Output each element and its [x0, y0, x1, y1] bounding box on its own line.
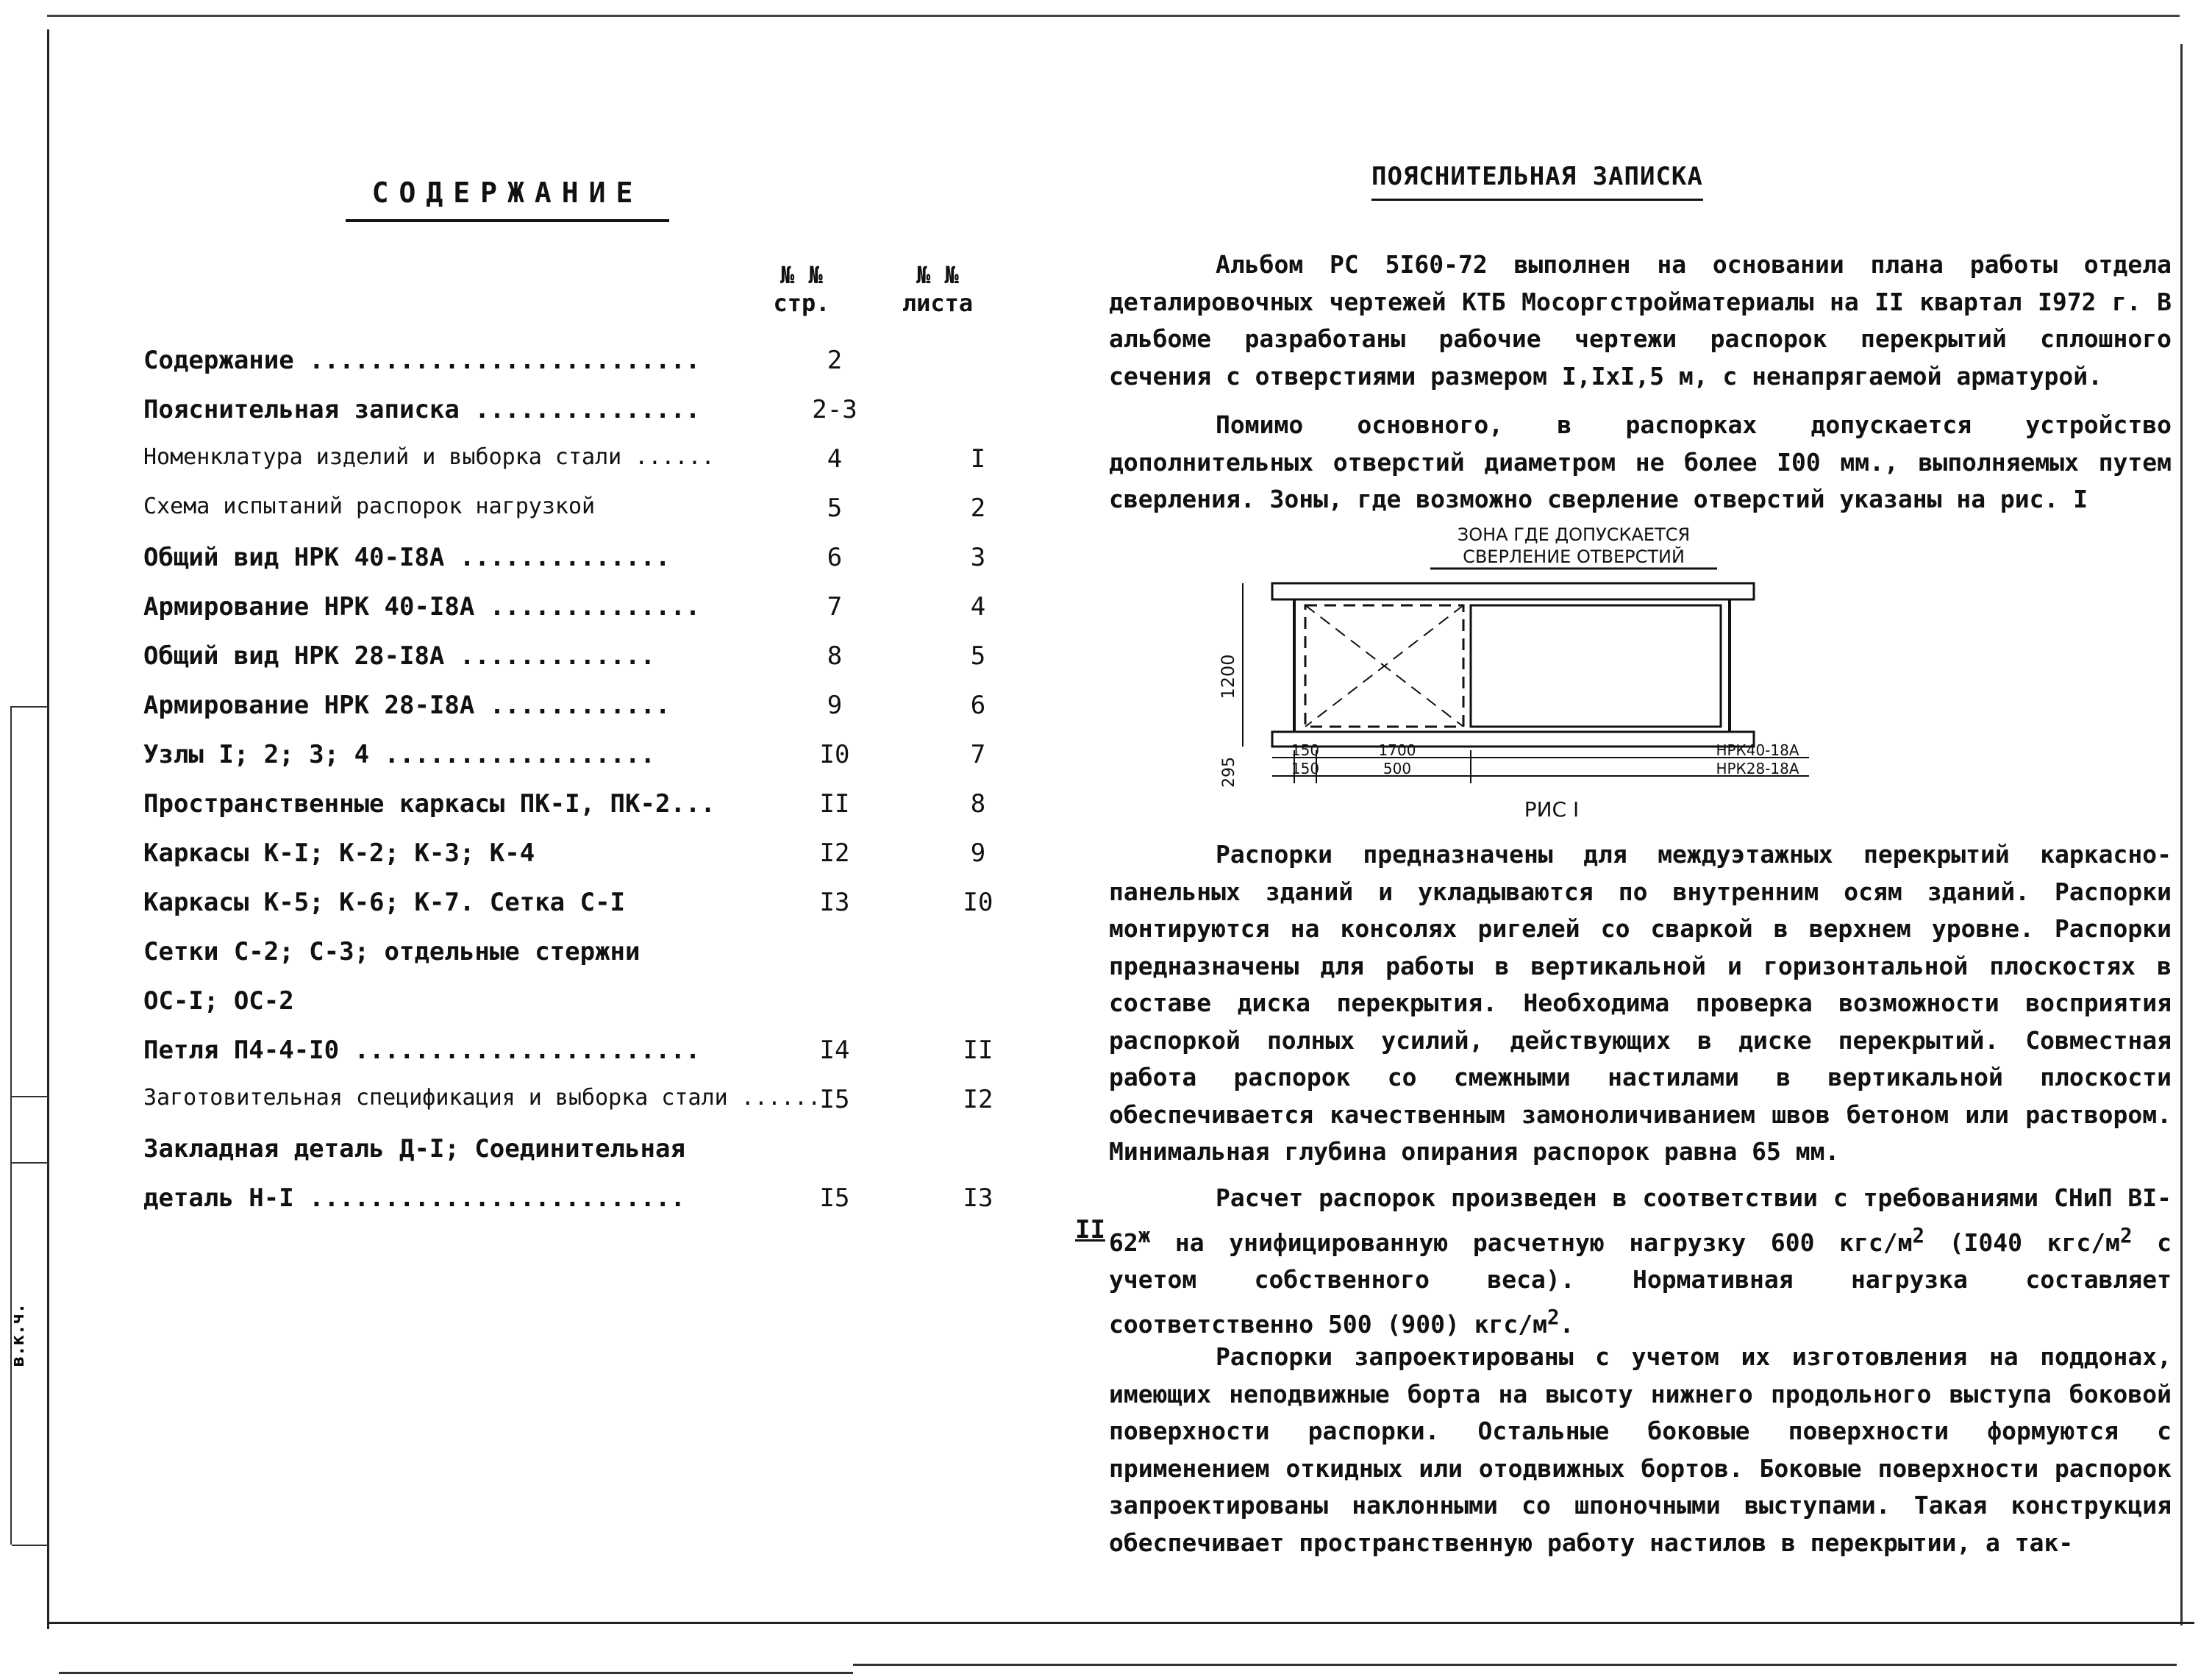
svg-text:в.к.ч.: в.к.ч.: [7, 1303, 28, 1367]
toc-row: [143, 789, 1026, 824]
figure-caption: РИС I: [1524, 797, 1580, 822]
toc-title: СОДЕРЖАНИЕ: [346, 177, 669, 222]
figure-dim: 150: [1291, 760, 1320, 777]
toc-item-sheet: 6: [970, 691, 986, 720]
toc-item-pages: 7: [827, 592, 843, 621]
toc-item-sheet: I: [970, 444, 986, 474]
toc-item-title: Общий вид НРК 40-I8А ..............: [143, 543, 671, 572]
toc-row: [143, 740, 1026, 775]
toc-item-pages: 9: [827, 691, 843, 720]
toc-item-pages: I3: [819, 888, 850, 917]
toc-item-title: Армирование НРК 28-I8А ............: [143, 691, 671, 720]
toc-item-sheet: I3: [963, 1183, 993, 1213]
toc-item-sheet: 9: [970, 838, 986, 868]
note-title: ПОЯСНИТЕЛЬНАЯ ЗАПИСКА: [1371, 162, 1703, 201]
toc-row: [143, 838, 1026, 874]
figure-dim: 150: [1291, 741, 1320, 759]
toc-row: [143, 444, 1026, 480]
toc-item-sheet: II: [963, 1036, 993, 1065]
side-stamp-strip: [10, 706, 49, 1545]
toc-item-title: Содержание ..........................: [143, 346, 701, 375]
figure-dim-bottom: 295: [1220, 757, 1238, 788]
toc-item-title: Каркасы К-I; К-2; К-3; К-4: [143, 838, 535, 868]
toc-row: [143, 494, 1026, 529]
toc-item-sheet: I0: [963, 888, 993, 917]
note-paragraph-4: Расчет распорок произведен в соответствии с требованиями СНиП $BI-62^ж$ на унифицированную расчетную нагрузку 600 кгс/$м^2$ (I040 кгс/$м^2$ с учетом собственного веса). Нормативная нагрузка составляет соответственно 500 (900) кгс/$м^2$.: [1109, 1183, 2172, 1339]
note-paragraph-5: Распорки запроектированы с учетом их изготовления на поддонах, имеющих неподвижные борта на высоту нижнего продольного выступа боковой поверхности распорки. Остальные боковые поверхности формуются с применением откидных или отодвижных бортов. Боковые поверхности распорок запроектированы наклонными со шпоночными выступами. Такая конструкция обеспечивает пространственную работу настилов в перекрытии, а так-: [1109, 1342, 2172, 1557]
toc-item-title: ОС-I; ОС-2: [143, 986, 294, 1016]
figure-zone-label: ЗОНА ГДЕ ДОПУСКАЕТСЯ: [1457, 524, 1691, 545]
frame-top-line: [47, 15, 2180, 17]
figure-1-drawing: [1177, 519, 1875, 835]
frame-right-line: [2180, 44, 2183, 1625]
toc-item-pages: 2-3: [812, 395, 857, 424]
toc-item-title: Петля П4-4-I0 .......................: [143, 1036, 701, 1065]
toc-item-pages: II: [819, 789, 850, 819]
toc-item-pages: I5: [819, 1183, 850, 1213]
toc-item-pages: I2: [819, 838, 850, 868]
toc-item-title: Каркасы К-5; К-6; К-7. Сетка С-I: [143, 888, 626, 917]
toc-col-sheets-header: № № листа: [902, 261, 974, 317]
note-paragraph-1: Альбом РС 5I60-72 выполнен на основании плана работы отдела деталировочных чертежей КТБ Мосоргстройматериалы на II квартал I972 г. В альбоме разработаны рабочие чертежи распорок перекрытий сплошного сечения с отверстиями размером I,IxI,5 м, с ненапрягаемой арматурой.: [1109, 250, 2172, 391]
toc-item-sheet: 5: [970, 641, 986, 671]
note-paragraph-3: Распорки предназначены для междуэтажных перекрытий каркасно-панельных зданий и укладываются по внутренним осям зданий. Распорки монтируются на консолях ригелей со сваркой в верхнем уровне. Распорки предназначены для работы в вертикальной и горизонтальной плоскостях в составе диска перекрытия. Необходима проверка возможности восприятия распоркой полных усилий, действующих в диске перекрытий. Совместная работа распорок со смежными настилами в вертикальной плоскости обеспечивается качественным замоноличиванием швов бетоном или раствором. Минимальная глубина опирания распорок равна 65 мм.: [1109, 840, 2172, 1166]
toc-item-title: деталь Н-I .........................: [143, 1183, 685, 1213]
toc-row: [143, 1036, 1026, 1071]
figure-zone-label: СВЕРЛЕНИЕ ОТВЕРСТИЙ: [1463, 546, 1685, 567]
toc-item-sheet: 2: [970, 494, 986, 523]
toc-row: [143, 1085, 1026, 1120]
toc-row: [143, 346, 1026, 381]
toc-item-title: Пояснительная записка ...............: [143, 395, 701, 424]
toc-item-sheet: I2: [963, 1085, 993, 1114]
toc-row: [143, 641, 1026, 677]
toc-item-pages: I4: [819, 1036, 850, 1065]
toc-item-pages: I0: [819, 740, 850, 769]
toc-row: [143, 592, 1026, 627]
toc-item-title: Узлы I; 2; 3; 4 ..................: [143, 740, 655, 769]
toc-item-pages: 8: [827, 641, 843, 671]
toc-row: [143, 395, 1026, 430]
toc-item-sheet: 8: [970, 789, 986, 819]
toc-item-title: Сетки С-2; С-3; отдельные стержни: [143, 937, 641, 966]
toc-item-sheet: 4: [970, 592, 986, 621]
toc-item-pages: 6: [827, 543, 843, 572]
toc-item-title: Номенклатура изделий и выборка стали ......: [143, 444, 715, 470]
toc-col-pages-header: № № стр.: [773, 261, 830, 317]
stamp-mark: [7, 1294, 34, 1375]
toc-item-title: Пространственные каркасы ПК-I, ПК-2...: [143, 789, 716, 819]
toc-row: [143, 543, 1026, 578]
toc-item-pages: 4: [827, 444, 843, 474]
frame-bottom-line: [47, 1622, 2194, 1624]
figure-dim: 1700: [1378, 741, 1416, 759]
toc-row: [143, 986, 1026, 1022]
toc-item-pages: I5: [819, 1085, 850, 1114]
toc-item-title: Схема испытаний распорок нагрузкой: [143, 494, 596, 519]
figure-dim-height: 1200: [1218, 654, 1238, 699]
toc-item-title: Закладная деталь Д-I; Соединительная: [143, 1134, 685, 1164]
toc-item-sheet: 3: [970, 543, 986, 572]
toc-row: [143, 888, 1026, 923]
note-paragraph-2: Помимо основного, в распорках допускается устройство дополнительных отверстий диаметром не более I00 мм., выполняемых путем сверления. Зоны, где возможно сверление отверстий указаны на рис. I: [1109, 410, 2172, 513]
toc-row: [143, 1183, 1026, 1219]
toc-item-title: Общий вид НРК 28-I8А .............: [143, 641, 655, 671]
toc-row: [143, 691, 1026, 726]
figure-label-npk40: НРК40-18А: [1716, 741, 1799, 759]
toc-row: [143, 1134, 1026, 1169]
figure-label-npk28: НРК28-18А: [1716, 760, 1799, 777]
figure-dim: 500: [1382, 760, 1412, 777]
toc-item-title: Армирование НРК 40-I8А ..............: [143, 592, 701, 621]
margin-roman-mark: II: [1075, 1215, 1105, 1244]
toc-row: [143, 937, 1026, 972]
toc-item-title: Заготовительная спецификация и выборка стали ......: [143, 1085, 821, 1111]
toc-item-pages: 5: [827, 494, 843, 523]
toc-item-pages: 2: [827, 346, 843, 375]
toc-item-sheet: 7: [970, 740, 986, 769]
sheet-edge-line: [853, 1664, 2177, 1666]
